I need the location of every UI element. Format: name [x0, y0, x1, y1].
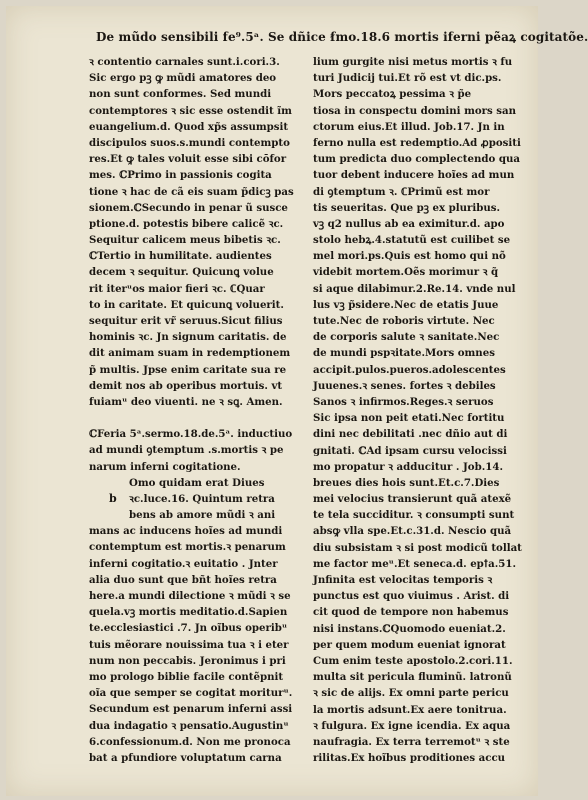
text-line: videbit mortem.Oẽs morimur ꝛ q̃: [313, 266, 499, 279]
text-line: ꝛc.luce.16. Quintum retra: [129, 492, 275, 505]
text-line: rilitas.Ex hoĩbus proditiones accu: [313, 752, 506, 765]
text-line: num non peccabis. Jeronimus i pri: [89, 654, 286, 667]
text-line: tis seueritas. Que pꝫ ex pluribus.: [313, 201, 501, 214]
text-line: mo prologo biblie facile contẽpnit: [89, 670, 284, 683]
text-line: dua indagatio ꝛ pensatio.Augustinᵘ: [89, 719, 289, 732]
text-line: nisi instans.ℂQuomodo eueniat.2.: [313, 622, 506, 635]
text-line: Sic ipsa non peit etati.Nec fortitu: [313, 412, 505, 425]
text-line: per quem modum eueniat ignorat: [313, 638, 506, 651]
text-line: breues dies hois sunt.Et.c.7.Dies: [313, 476, 500, 489]
text-line: lus vꝫ p̃sidere.Nec de etatis Juue: [313, 298, 499, 311]
text-line: dit animam suam in redemptionem: [89, 347, 291, 360]
text-line: la mortis adsunt.Ex aere tonitrua.: [313, 703, 507, 716]
text-line: Omo quidam erat Diues: [129, 476, 265, 489]
text-line: punctus est quo viuimus . Arist. di: [313, 590, 510, 603]
text-line: tute.Nec de roboris virtute. Nec: [313, 315, 495, 327]
text-line: to in caritate. Et quicunꝗ voluerit.: [89, 298, 284, 311]
text-line: de corporis salute ꝛ sanitate.Nec: [313, 331, 500, 344]
text-line: oĩa que semper se cogitat moriturᵘ.: [89, 687, 293, 700]
text-line: ferno nulla est redemptio.Ad ꝓpositi: [313, 136, 521, 149]
sermon-text: [89, 475, 307, 766]
text-line: decem ꝛ sequitur. Quicunꝗ volue: [89, 266, 274, 279]
text-line: ꝛ sic de alijs. Ex omni parte pericu: [313, 687, 509, 700]
text-line: mei velocius transierunt quã atexẽ: [313, 493, 512, 506]
text-line: contemptum est mortis.ꝛ penarum: [89, 541, 286, 554]
text-line: turi Judicij tui.Et rõ est vt dic.ps.: [313, 72, 502, 85]
right-column: [313, 54, 525, 766]
text-line: fuiamᵘ deo viuenti. ne ꝛ sꝗ. Amen.: [89, 395, 283, 408]
text-line: sequitur erit vr̃ seruus.Sicut filius: [89, 315, 283, 327]
text-line: ꝛ contentio carnales sunt.i.cori.3.: [89, 56, 280, 68]
text-line: quela.vꝫ mortis meditatio.d.Sapien: [89, 606, 288, 619]
right-column-body: [313, 54, 525, 766]
text-line: cit quod de tempore non habemus: [313, 606, 509, 619]
text-line: discipulos suos.s.mundi contempto: [89, 136, 290, 149]
text-line: mo propatur ꝛ adducitur . Job.14.: [313, 460, 503, 473]
text-line: ꝛ fulgura. Ex igne icendia. Ex aqua: [313, 719, 511, 732]
text-line: contemptores ꝛ sic esse ostendit ĩm: [89, 104, 292, 117]
text-line: Juuenes.ꝛ senes. fortes ꝛ debiles: [313, 379, 496, 392]
text-line: Sequitur calicem meus bibetis ꝛc.: [89, 234, 281, 247]
text-line: res.Et ꝙ tales voluit esse sibi cōfor: [89, 153, 287, 166]
text-line: Cum enim teste apostolo.2.cori.11.: [313, 654, 513, 667]
text-line: de mundi pspꝛitate.Mors omnes: [313, 347, 495, 360]
text-line: mes. ℂPrimo in passionis cogita: [89, 169, 272, 182]
text-line: tuis mẽorare nouissima tua ꝛ i eter: [89, 638, 289, 651]
text-line: p̃ multis. Jpse enim caritate sua re: [89, 363, 287, 376]
text-line: di ꝯtemptum ꝛ. ℂPrimũ est mor: [313, 185, 490, 198]
text-line: dini nec debilitati .nec dñio aut di: [313, 428, 508, 441]
margin-letter: b: [109, 491, 117, 505]
text-line: si aque dilabimur.2.Re.14. vnde nul: [313, 282, 516, 295]
text-line: me factor meᵘ.Et seneca.d. epꝉa.51.: [313, 557, 517, 570]
text-line: tuor debent inducere hoĩes ad mun: [313, 169, 515, 182]
text-line: gnitati. ℂAd ipsam cursu velocissi: [313, 444, 507, 457]
text-line: 6.confessionum.d. Non me pronoca: [89, 735, 291, 748]
text-line: bens ab amore mũdi ꝛ ani: [129, 509, 276, 522]
book-page: [6, 6, 588, 796]
text-line: alia duo sunt que bñt hoĩes retra: [89, 573, 277, 586]
text-line: ptione.d. potestis bibere calicẽ ꝛc.: [89, 217, 284, 230]
text-line: Secundum est penarum inferni assi: [89, 703, 293, 716]
text-line: here.a mundi dilectione ꝛ mũdi ꝛ se: [89, 590, 291, 602]
sermon-rubric: [89, 426, 307, 475]
text-line: rit iterᵘos maior fieri ꝛc. ℂQuar: [89, 282, 265, 295]
text-line: absꝙ vlla spe.Et.c.31.d. Nescio quã: [313, 525, 512, 538]
running-header: De mũdo sensibili fe⁹.5ᵃ. Se dñice ẜmo.18.6 mortis iferni pẽaꝝ cogitatõe.: [96, 30, 588, 44]
left-column-body: [89, 54, 307, 410]
text-line: Jnfinita est velocitas temporis ꝛ: [313, 574, 493, 586]
text-line: naufragia. Ex terra terremotᵘ ꝛ ste: [313, 735, 510, 748]
text-line: diu subsistam ꝛ si post modicũ tollat: [313, 541, 522, 554]
text-line: tiosa in conspectu domini mors san: [313, 104, 517, 117]
text-line: bat a pfundiore voluptatum carna: [89, 751, 282, 764]
text-line: ℂTertio in humilitate. audientes: [89, 250, 272, 263]
text-line: inferni cogitatio.ꝛ euitatio . Jnter: [89, 557, 278, 570]
section-gap: [89, 410, 307, 426]
text-line: demit nos ab operibus mortuis. vt: [89, 379, 283, 392]
text-line: te.ecclesiastici .7. Jn oĩbus operibᵘ: [89, 622, 288, 635]
text-line: multa sit pericula fluminũ. latronũ: [313, 671, 512, 684]
text-line: vꝫ q2 nullus ab ea eximitur.d. apo: [313, 217, 505, 230]
text-line: euangelium.d. Quod xp̃s assumpsit: [89, 120, 289, 133]
text-line: tione ꝛ hac de cã eis suam p̃dicꝫ pas: [89, 185, 294, 198]
text-line: mans ac inducens hoĩes ad mundi: [89, 525, 283, 538]
text-line: accipit.pulos.pueros.adolescentes: [313, 363, 506, 376]
text-line: Sic ergo pꝫ ꝙ mũdi amatores deo: [89, 72, 277, 85]
rubric-line: ad mundi ꝯtemptum .s.mortis ꝛ pe: [89, 444, 284, 457]
text-line: ctorum eius.Et illud. Job.17. Jn in: [313, 120, 505, 133]
text-line: te tela succiditur. ꝛ consumpti sunt: [313, 509, 515, 522]
text-line: non sunt conformes. Sed mundi: [89, 88, 272, 101]
text-line: tum predicta duo complectendo qua: [313, 153, 520, 166]
text-line: hominis ꝛc. Jn signum caritatis. de: [89, 331, 287, 344]
text-line: lium gurgite nisi metus mortis ꝛ fu: [313, 56, 513, 68]
text-line: sionem.ℂSecundo in penar ũ susce: [89, 201, 288, 214]
rubric-line: narum inferni cogitatione.: [89, 460, 241, 473]
text-line: Sanos ꝛ infirmos.Reges.ꝛ seruos: [313, 395, 494, 408]
text-line: stolo hebꝝ.4.statutũ est cuilibet se: [313, 234, 511, 247]
text-line: mel mori.ps.Quis est homo qui nõ: [313, 250, 506, 263]
left-column: [89, 54, 307, 766]
rubric-line: ℂFeria 5ᵃ.sermo.18.de.5ᵃ. inductiuo: [89, 428, 293, 441]
text-line: Mors peccatoꝝ pessima ꝛ p̃e: [313, 88, 472, 101]
